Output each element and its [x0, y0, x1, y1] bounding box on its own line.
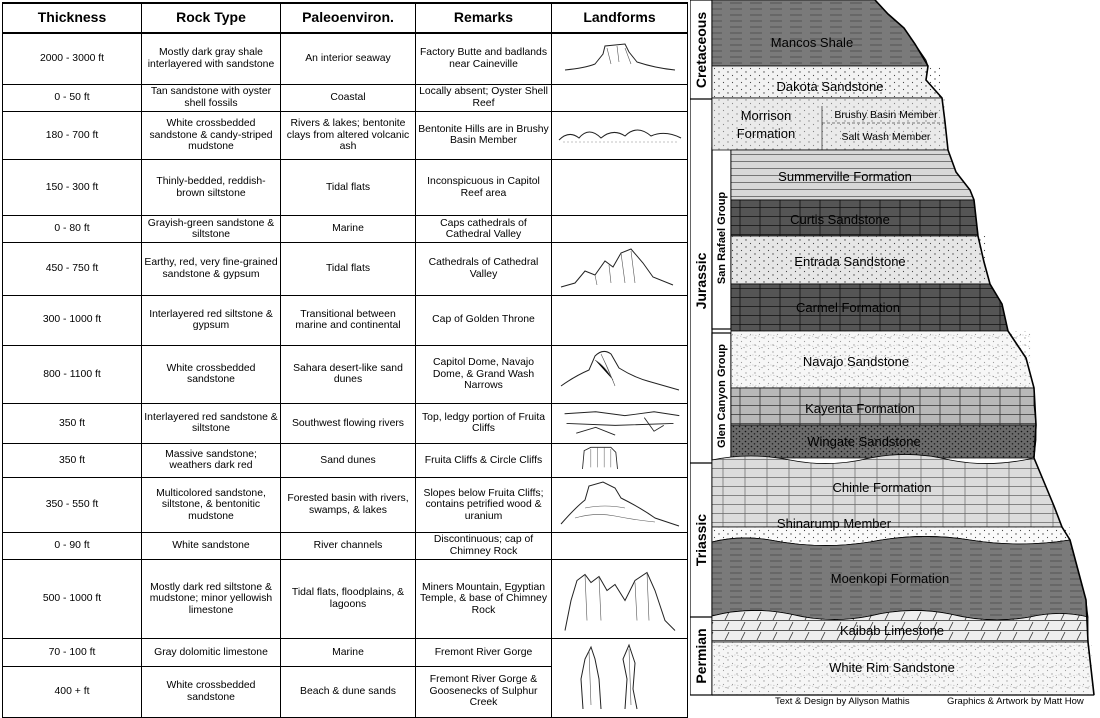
cell-paleoenvironment: Sand dunes — [281, 443, 416, 478]
cell-thickness: 450 - 750 ft — [3, 243, 142, 296]
cell-paleoenvironment: An interior seaway — [281, 33, 416, 84]
gorge-sketch-icon — [555, 639, 685, 713]
cell-remarks: Bentonite Hills are in Brushy Basin Member — [416, 111, 552, 160]
cell-remarks: Fremont River Gorge & Goosenecks of Sulphur Creek — [416, 666, 552, 717]
cell-paleoenvironment: Tidal flats — [281, 243, 416, 296]
cell-landform — [552, 33, 688, 84]
cliff-sketch-icon — [555, 444, 685, 474]
cell-landform — [552, 559, 688, 639]
label-morrison-2: Formation — [736, 126, 796, 141]
cell-thickness: 500 - 1000 ft — [3, 559, 142, 639]
table-row — [3, 478, 688, 533]
cell-paleoenvironment: Marine — [281, 639, 416, 667]
cell-landform — [552, 160, 688, 216]
cathedral-sketch-icon — [555, 243, 685, 291]
table-row — [3, 243, 688, 296]
period-cretaceous: Cretaceous — [693, 11, 709, 89]
cell-rock-type: White crossbedded sandstone — [142, 345, 281, 404]
hills-sketch-icon — [555, 112, 685, 156]
cell-remarks: Discontinuous; cap of Chimney Rock — [416, 532, 552, 559]
cell-landform — [552, 295, 688, 345]
cell-thickness: 300 - 1000 ft — [3, 295, 142, 345]
header-paleoenvironment: Paleoenviron. — [281, 3, 416, 33]
cell-thickness: 180 - 700 ft — [3, 111, 142, 160]
header-landforms: Landforms — [552, 3, 688, 33]
dome-sketch-icon — [555, 346, 685, 400]
label-brushy-basin: Brushy Basin Member — [834, 109, 938, 121]
ledge-sketch-icon — [555, 404, 685, 439]
cell-thickness: 400 + ft — [3, 666, 142, 717]
period-jurassic: Jurassic — [693, 252, 709, 310]
header-thickness: Thickness — [3, 3, 142, 33]
cell-remarks: Cathedrals of Cathedral Valley — [416, 243, 552, 296]
cell-paleoenvironment: Tidal flats — [281, 160, 416, 216]
cell-rock-type: White crossbedded sandstone — [142, 666, 281, 717]
label-kayenta: Kayenta Formation — [805, 401, 915, 416]
cell-paleoenvironment: Transitional between marine and continental — [281, 295, 416, 345]
label-salt-wash: Salt Wash Member — [841, 131, 931, 143]
cell-remarks: Fremont River Gorge — [416, 639, 552, 667]
cell-paleoenvironment: Tidal flats, floodplains, & lagoons — [281, 559, 416, 639]
cell-landform — [552, 443, 688, 478]
cell-rock-type: Earthy, red, very fine-grained sandstone & gypsum — [142, 243, 281, 296]
label-kaibab: Kaibab Limestone — [839, 623, 945, 638]
cell-rock-type: Mostly dark red siltstone & mudstone; minor yellowish limestone — [142, 559, 281, 639]
label-carmel: Carmel Formation — [795, 300, 901, 315]
label-mancos-shale: Mancos Shale — [770, 35, 854, 50]
cell-paleoenvironment: Sahara desert-like sand dunes — [281, 345, 416, 404]
table-row — [3, 160, 688, 216]
cell-thickness: 2000 - 3000 ft — [3, 33, 142, 84]
period-column — [690, 0, 712, 695]
period-permian: Permian — [693, 628, 709, 684]
cell-paleoenvironment: Forested basin with rivers, swamps, & lakes — [281, 478, 416, 533]
cell-landform — [552, 111, 688, 160]
table-row — [3, 84, 688, 111]
table-row — [3, 532, 688, 559]
cell-rock-type: Tan sandstone with oyster shell fossils — [142, 84, 281, 111]
cell-thickness: 70 - 100 ft — [3, 639, 142, 667]
label-wingate: Wingate Sandstone — [807, 434, 921, 449]
group-glen-canyon: Glen Canyon Group — [716, 344, 728, 448]
cell-landform — [552, 478, 688, 533]
cell-landform — [552, 345, 688, 404]
label-entrada: Entrada Sandstone — [794, 254, 906, 269]
table-row — [3, 216, 688, 243]
cell-remarks: Factory Butte and badlands near Caineville — [416, 33, 552, 84]
stratigraphy-table — [2, 2, 688, 718]
cell-remarks: Inconspicuous in Capitol Reef area — [416, 160, 552, 216]
stratigraphic-column — [690, 0, 1100, 700]
label-morrison-1: Morrison — [740, 108, 792, 123]
layer-mancos-shale — [712, 0, 928, 66]
label-white-rim: White Rim Sandstone — [829, 660, 955, 675]
table-row — [3, 404, 688, 444]
slope-sketch-icon — [555, 478, 685, 528]
cell-remarks: Locally absent; Oyster Shell Reef — [416, 84, 552, 111]
cell-rock-type: Mostly dark gray shale interlayered with sandstone — [142, 33, 281, 84]
table-header-row — [3, 3, 688, 33]
cell-remarks: Miners Mountain, Egyptian Temple, & base of Chimney Rock — [416, 559, 552, 639]
label-chinle: Chinle Formation — [832, 480, 932, 495]
cell-rock-type: Massive sandstone; weathers dark red — [142, 443, 281, 478]
cell-thickness: 0 - 50 ft — [3, 84, 142, 111]
cell-paleoenvironment: Coastal — [281, 84, 416, 111]
cell-landform — [552, 404, 688, 444]
cell-landform — [552, 84, 688, 111]
table-row — [3, 639, 688, 667]
label-moenkopi: Moenkopi Formation — [830, 571, 950, 586]
cell-paleoenvironment: Beach & dune sands — [281, 666, 416, 717]
group-san-rafael: San Rafael Group — [716, 191, 728, 285]
cell-remarks: Fruita Cliffs & Circle Cliffs — [416, 443, 552, 478]
cell-landform — [552, 532, 688, 559]
cell-remarks: Slopes below Fruita Cliffs; contains petrified wood & uranium — [416, 478, 552, 533]
cell-paleoenvironment: Rivers & lakes; bentonite clays from altered volcanic ash — [281, 111, 416, 160]
table-row — [3, 33, 688, 84]
period-triassic: Triassic — [693, 513, 709, 567]
cell-thickness: 350 - 550 ft — [3, 478, 142, 533]
table-row — [3, 559, 688, 639]
label-curtis: Curtis Sandstone — [790, 212, 890, 227]
cell-thickness: 0 - 80 ft — [3, 216, 142, 243]
cell-rock-type: Thinly-bedded, reddish-brown siltstone — [142, 160, 281, 216]
cell-rock-type: White sandstone — [142, 532, 281, 559]
cell-rock-type: Gray dolomitic limestone — [142, 639, 281, 667]
cell-rock-type: Multicolored sandstone, siltstone, & bentonitic mudstone — [142, 478, 281, 533]
cell-thickness: 350 ft — [3, 443, 142, 478]
table-row — [3, 443, 688, 478]
cell-landform — [552, 639, 688, 718]
butte-sketch-icon — [555, 34, 685, 80]
cell-thickness: 350 ft — [3, 404, 142, 444]
cell-remarks: Caps cathedrals of Cathedral Valley — [416, 216, 552, 243]
label-shinarump: Shinarump Member — [776, 516, 892, 531]
credit-text-design: Text & Design by Allyson Mathis — [775, 696, 910, 707]
table-row — [3, 295, 688, 345]
cell-thickness: 0 - 90 ft — [3, 532, 142, 559]
cell-rock-type: Interlayered red siltstone & gypsum — [142, 295, 281, 345]
cell-rock-type: Interlayered red sandstone & siltstone — [142, 404, 281, 444]
cell-thickness: 150 - 300 ft — [3, 160, 142, 216]
temple-sketch-icon — [555, 560, 685, 635]
cell-rock-type: White crossbedded sandstone & candy-striped mudstone — [142, 111, 281, 160]
cell-paleoenvironment: River channels — [281, 532, 416, 559]
label-navajo: Navajo Sandstone — [802, 354, 910, 369]
cell-paleoenvironment: Southwest flowing rivers — [281, 404, 416, 444]
table-row — [3, 111, 688, 160]
cell-remarks: Capitol Dome, Navajo Dome, & Grand Wash Narrows — [416, 345, 552, 404]
credit-graphics: Graphics & Artwork by Matt How — [947, 696, 1084, 707]
cell-thickness: 800 - 1100 ft — [3, 345, 142, 404]
label-summerville: Summerville Formation — [778, 169, 912, 184]
cell-landform — [552, 243, 688, 296]
cell-paleoenvironment: Marine — [281, 216, 416, 243]
cell-remarks: Cap of Golden Throne — [416, 295, 552, 345]
table-row — [3, 345, 688, 404]
header-rock-type: Rock Type — [142, 3, 281, 33]
label-dakota-sandstone: Dakota Sandstone — [776, 79, 884, 94]
cell-remarks: Top, ledgy portion of Fruita Cliffs — [416, 404, 552, 444]
cell-landform — [552, 216, 688, 243]
header-remarks: Remarks — [416, 3, 552, 33]
cell-rock-type: Grayish-green sandstone & siltstone — [142, 216, 281, 243]
